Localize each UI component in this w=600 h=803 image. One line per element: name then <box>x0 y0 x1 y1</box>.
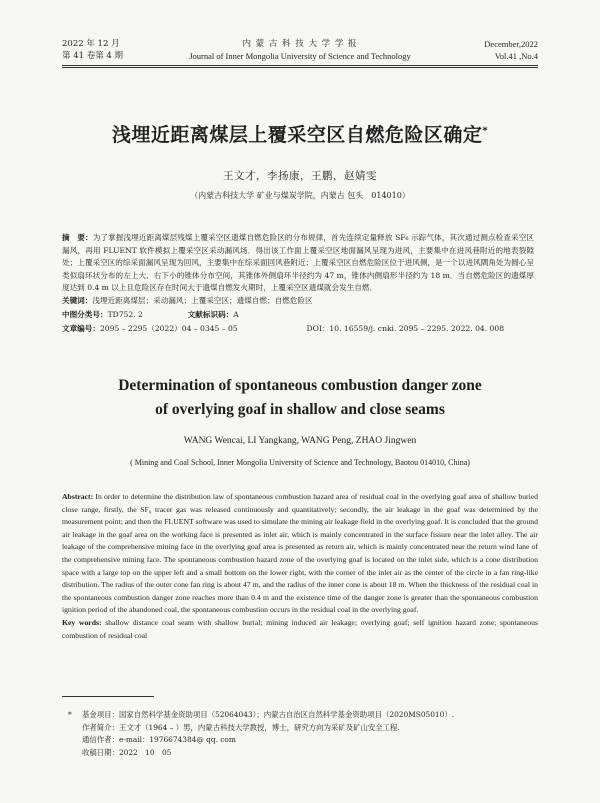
cn-keywords-text: 浅埋近距离煤层；采动漏风；上覆采空区；遗煤自燃；自燃危险区 <box>92 296 313 305</box>
en-abstract-text: In order to determine the distribution law of spontaneous combustion hazard area of residual coal in the overlying goaf area of shallow buried close range, firstly, the SF₆ tracer gas was released continuously and quantitatively; secondly, the air leakage in the goaf was determined by the measurement point; and then the FLUENT software was used to simulate the mining air leakage field in the overlying goaf. It is concluded that the ground air leakage in the goaf area on the working face is presented as inlet air, which is mainly concentrated in the surface fissure near the inlet alley. The air leakage of the comprehensive mining face in the overlying goaf area is presented as return air, which is mainly concentrated near the return wind lane of the comprehensive mining face. The spontaneous combustion hazard zone of the overlying goaf is located on the inlet side, which is a cone distribution space with a large top on the upper left and a small bottom on the lower right, with the corner of the inlet air as the center of the circle in a fan ring-like distribution. The radius of the outer cone fan ring is about 47 m, and the radius of the inner cone is about 18 m. When the thickness of the residual coal in the spontaneous combustion danger zone reaches more than 0.4 m and the existence time of the danger zone is greater than the spontaneous combustion ignition period of the abandoned coal, the spontaneous combustion occurs in the residual coal in the overlying goaf. <box>62 492 538 615</box>
cn-abstract <box>62 232 534 295</box>
footnote-rule <box>62 696 154 697</box>
cn-classification <box>62 309 534 322</box>
en-abstract <box>62 491 538 642</box>
cn-keywords <box>62 295 534 308</box>
header-rule <box>62 65 538 66</box>
header-volume-en: Vol.41 ,No.4 <box>494 51 538 61</box>
cn-affiliation: （内蒙古科技大学 矿业与煤炭学院，内蒙古 包头 014010） <box>190 191 410 200</box>
footnote-fund: * 基金项目：国家自然科学基金资助项目（52064043）；内蒙古自治区自然科学基金资助项目（2020MS05010）. <box>68 710 455 719</box>
header-volume: 第 41 卷第 4 期 <box>62 51 124 61</box>
en-affiliation: ( Mining and Coal School, Inner Mongolia University of Science and Technology, Baotou 014010, China) <box>130 458 470 467</box>
cn-abstract-text: 为了掌握浅埋近距离煤层残煤上覆采空区遗煤自燃危险区的分布规律，首先连续定量释放 SF₆ 示踪气体，其次通过测点检查采空区漏风，再用 FLUENT 软件模拟上覆采空区采动漏风场．得出该工作面上覆采空区地面漏风呈现为进风，主要集中在进风巷附近的地表裂隙处；上覆采空区的综采面漏风呈现为回风，主要集中在综采面回风巷附近；上覆采空区自燃危险区位于进风侧，是一个以进风隅角处为圆心呈类似扇环状分布的左上大、右下小的锥体分布空间，其锥体外侧扇环半径约为 47 m，锥体内侧扇形半径约为 18 m．当自燃危险区的遗煤厚度达到 0.4 m 以上且危险区存在时间大于遗煤自燃发火期时，上覆采空区遗煤就会发生自燃． <box>62 233 534 293</box>
header-journal-en: Journal of Inner Mongolia University of Science and Technology <box>189 51 411 61</box>
doc-code-label: 文献标识码： <box>187 310 234 319</box>
footnote <box>68 709 454 759</box>
en-title-line1: Determination of spontaneous combustion danger zone <box>118 377 482 394</box>
footnote-author: 作者简介：王文才（1964 – ）男，内蒙古科技大学教授，博士，研究方向为采矿及矿山安全工程. <box>82 722 400 732</box>
cn-keywords-label: 关键词： <box>62 296 93 305</box>
clc-label: 中图分类号： <box>62 310 108 319</box>
en-abstract-label: Abstract: <box>62 492 94 501</box>
en-authors: WANG Wencai, LI Yangkang, WANG Peng, ZHAO Jingwen <box>183 436 417 446</box>
article-no-value: 2095 – 2295（2022）04 – 0345 – 05 <box>99 324 238 333</box>
cn-article-ids <box>62 323 534 336</box>
footnote-email: 通信作者：e-mail：1976674384@ qq. com <box>82 735 236 745</box>
cn-authors: 王文才，李扬康，王鹏，赵婧雯 <box>223 170 377 182</box>
clc-value: TD752. 2 <box>107 310 143 319</box>
cn-title <box>0 120 600 147</box>
header-journal-cn: 内 蒙 古 科 技 大 学 学 报 <box>242 39 358 49</box>
header-right <box>484 38 538 62</box>
cn-abstract-label: 摘 要： <box>62 233 93 242</box>
en-title <box>0 374 600 422</box>
cn-title-text: 浅埋近距离煤层上覆采空区自燃危险区确定 <box>111 124 483 146</box>
article-no-label: 文章编号： <box>62 324 100 333</box>
doi: DOI：10. 16559/j. cnki. 2095 – 2295. 2022. 04. 008 <box>306 324 505 333</box>
en-title-line2: of overlying goaf in shallow and close seams <box>155 401 445 418</box>
en-keywords-text: shallow distance coal seam with shallow burial; mining induced air leakage; overlying goaf; self ignition hazard zone; spontaneous combustion of residual coal <box>62 617 538 640</box>
footnote-received: 收稿日期：2022 10 05 <box>82 747 172 757</box>
header-date: 2022 年 12 月 <box>62 39 120 49</box>
header-date-en: December,2022 <box>484 39 538 49</box>
cn-title-mark: * <box>482 125 489 137</box>
doc-code-value: A <box>233 310 239 319</box>
en-keywords-label: Key words: <box>62 617 102 627</box>
header-rule-thin <box>62 67 538 68</box>
